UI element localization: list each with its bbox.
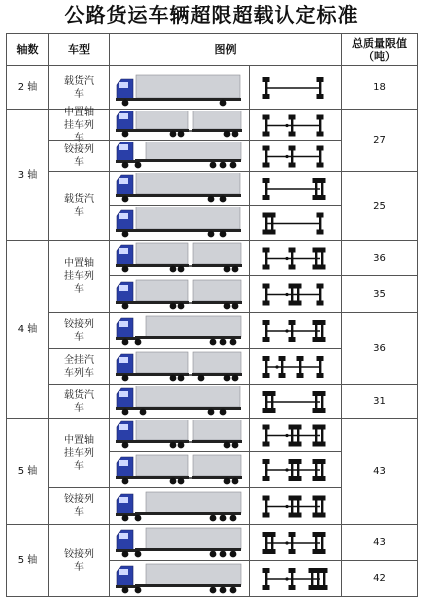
vehicle-type-cell (48, 106, 110, 144)
vehicle-image-cell (109, 524, 250, 561)
wheel-icon (219, 514, 226, 521)
wheel-icon (121, 408, 128, 415)
axle-1-1-2-diagram-icon (256, 242, 336, 275)
vehicle-type-cell (48, 171, 110, 241)
wheel-icon (169, 374, 176, 381)
weight-limit-cell (341, 524, 418, 561)
weight-limit-cell (341, 65, 418, 110)
axle-1-1-1-diagram-icon (256, 142, 336, 171)
axle-1-1-1-diagram-icon (256, 111, 336, 140)
drawbar-truck-icon (113, 453, 247, 487)
wheel-icon (223, 441, 230, 448)
cargo-box (136, 280, 188, 301)
wheel-icon (121, 338, 128, 345)
vehicle-type-cell-text: 铰接列车 (64, 494, 94, 518)
cargo-box (136, 207, 240, 229)
cargo-box (146, 142, 241, 160)
semi-truck-icon (113, 526, 247, 560)
cargo-box (146, 564, 241, 585)
weight-limit-cell-text: 25 (373, 200, 386, 212)
weight-limit-cell-text: 42 (373, 573, 386, 584)
axle-diagram-cell (249, 312, 342, 349)
wheel-icon (169, 441, 176, 448)
wheel-icon (134, 338, 141, 345)
axle-1-1-diagram-icon (256, 67, 336, 109)
rigid-4-truck-icon (113, 386, 247, 418)
axle-count-cell (6, 418, 49, 525)
wheel-icon (121, 195, 128, 202)
vehicle-image-cell (109, 65, 250, 110)
wheel-icon (219, 99, 226, 106)
vehicle-type-cell (48, 384, 110, 419)
drawbar-truck-icon (113, 111, 247, 140)
cargo-box (136, 243, 188, 264)
wheel-icon (177, 374, 184, 381)
vehicle-image-cell (109, 312, 250, 349)
wheel-icon (231, 265, 238, 272)
axle-diagram-cell (249, 451, 342, 488)
rigid-3-truck-icon (113, 207, 247, 240)
wheel-icon (207, 408, 214, 415)
header-axles (6, 33, 49, 66)
vehicle-image-cell (109, 205, 250, 241)
weight-limit-cell-text: 18 (373, 82, 386, 93)
wheel-icon (169, 130, 176, 137)
axle-diagram-cell (249, 205, 342, 241)
axle-count-cell (6, 109, 49, 241)
weight-limit-cell-text: 43 (373, 537, 386, 548)
axle-diagram-cell (249, 384, 342, 419)
semi-truck-icon (113, 142, 247, 171)
header-type (48, 33, 110, 66)
axle-count-cell-text: 5 轴 (17, 466, 38, 477)
axle-1-1-1-1-diagram-icon (256, 350, 336, 384)
axle-count-cell-text: 3 轴 (17, 169, 38, 181)
wheel-icon (231, 477, 238, 484)
header-axles-text: 轴数 (16, 43, 39, 56)
axle-count-cell-text: 5 轴 (17, 555, 38, 566)
wheel-icon (134, 161, 141, 168)
vehicle-type-cell-text: 中置轴挂车列车 (64, 106, 94, 144)
wheel-icon (223, 477, 230, 484)
vehicle-image-cell (109, 171, 250, 206)
wheel-icon (219, 195, 226, 202)
wheel-icon (229, 514, 236, 521)
wheel-icon (207, 195, 214, 202)
axle-1-2-2-diagram-icon (256, 420, 336, 451)
axle-diagram-cell (249, 487, 342, 525)
axle-diagram-cell (249, 275, 342, 313)
axle-1-2-1-diagram-icon (256, 277, 336, 312)
wheel-icon (177, 302, 184, 309)
cargo-box (193, 352, 241, 373)
wheel-icon (121, 130, 128, 137)
axle-diagram-cell (249, 109, 342, 141)
wheel-icon (223, 374, 230, 381)
vehicle-image-cell (109, 275, 250, 313)
drawbar-truck-icon (113, 242, 247, 275)
wheel-icon (207, 230, 214, 237)
vehicle-type-cell (48, 418, 110, 488)
semi-truck-icon (113, 314, 247, 348)
wheel-icon (231, 302, 238, 309)
vehicle-image-cell (109, 451, 250, 488)
axle-1-1-3-diagram-icon (256, 562, 336, 596)
wheel-icon (134, 550, 141, 557)
vehicle-image-cell (109, 348, 250, 385)
wheel-icon (121, 302, 128, 309)
header-type-text: 车型 (68, 43, 90, 56)
wheel-icon (231, 441, 238, 448)
vehicle-type-cell-text: 载货汽车 (64, 75, 94, 100)
vehicle-type-cell (48, 348, 110, 385)
wheel-icon (169, 265, 176, 272)
vehicle-type-cell (48, 65, 110, 110)
wheel-icon (229, 161, 236, 168)
axle-2-1-2-diagram-icon (256, 526, 336, 560)
header-limit (341, 33, 418, 66)
wheel-icon (121, 441, 128, 448)
drawbar-truck-icon (113, 420, 247, 451)
wheel-icon (219, 161, 226, 168)
page-title: 公路货运车辆超限超载认定标准 (64, 3, 359, 27)
axle-diagram-cell (249, 65, 342, 110)
weight-limit-cell-text: 36 (373, 343, 386, 354)
wheel-icon (139, 408, 146, 415)
axle-2-1-diagram-icon (256, 207, 336, 240)
axle-diagram-cell (249, 171, 342, 206)
wheel-icon (177, 477, 184, 484)
vehicle-type-cell-text: 全挂汽车列车 (64, 354, 94, 379)
cargo-box (193, 243, 241, 264)
wheel-icon (229, 586, 236, 593)
weight-limit-cell-text: 27 (373, 135, 386, 146)
vehicle-image-cell (109, 487, 250, 525)
wheel-icon (197, 374, 204, 381)
weight-limit-cell-text: 36 (373, 252, 386, 264)
weight-limit-cell (341, 418, 418, 525)
vehicle-image-cell (109, 560, 250, 597)
drawbar-truck-icon (113, 277, 247, 312)
cargo-box (193, 455, 241, 476)
wheel-icon (177, 441, 184, 448)
wheel-icon (121, 586, 128, 593)
vehicle-image-cell (109, 384, 250, 419)
vehicle-type-cell-text: 铰接列车 (64, 318, 94, 343)
axle-diagram-cell (249, 348, 342, 385)
vehicle-type-cell-text: 载货汽车 (64, 194, 94, 218)
vehicle-image-cell (109, 109, 250, 141)
vehicle-type-cell (48, 240, 110, 313)
vehicle-type-cell-text: 载货汽车 (64, 389, 94, 414)
wheel-icon (219, 408, 226, 415)
rigid-2-truck-icon (113, 67, 247, 109)
axle-diagram-cell (249, 140, 342, 172)
full-trailer-truck-icon (113, 350, 247, 384)
wheel-icon (219, 586, 226, 593)
weight-limit-cell (341, 240, 418, 276)
weight-limit-cell (341, 312, 418, 385)
wheel-icon (231, 130, 238, 137)
vehicle-image-cell (109, 140, 250, 172)
vehicle-type-cell-text: 中置轴挂车列车 (64, 258, 94, 295)
wheel-icon (121, 99, 128, 106)
cargo-box (136, 386, 240, 407)
cargo-box (146, 528, 241, 549)
axle-1-1-2-diagram-icon (256, 314, 336, 348)
wheel-icon (209, 514, 216, 521)
wheel-icon (223, 265, 230, 272)
weight-limit-cell (341, 109, 418, 172)
vehicle-image-cell (109, 240, 250, 276)
axle-count-cell (6, 240, 49, 419)
cargo-box (136, 173, 240, 194)
wheel-icon (121, 477, 128, 484)
wheel-icon (121, 161, 128, 168)
cargo-box (193, 111, 241, 129)
wheel-icon (121, 374, 128, 381)
wheel-icon (229, 550, 236, 557)
wheel-icon (229, 338, 236, 345)
cargo-box (146, 316, 241, 337)
weight-limit-cell-text: 31 (373, 396, 386, 407)
cargo-box (136, 75, 240, 98)
rigid-3-truck-icon (113, 173, 247, 205)
wheel-icon (209, 338, 216, 345)
wheel-icon (121, 550, 128, 557)
axle-1-2-2b-diagram-icon (256, 453, 336, 487)
cargo-box (146, 492, 241, 513)
wheel-icon (169, 477, 176, 484)
wheel-icon (121, 265, 128, 272)
vehicle-type-cell-text: 中置轴挂车列车 (64, 434, 94, 472)
cargo-box (136, 111, 188, 129)
wheel-icon (134, 586, 141, 593)
wheel-icon (219, 550, 226, 557)
vehicle-type-cell (48, 140, 110, 172)
vehicle-type-cell (48, 524, 110, 597)
weight-limit-cell (341, 275, 418, 313)
cargo-box (136, 420, 188, 440)
wheel-icon (223, 302, 230, 309)
vehicle-type-cell (48, 312, 110, 349)
cargo-box (136, 352, 188, 373)
cargo-box (193, 280, 241, 301)
weight-limit-cell (341, 384, 418, 419)
header-diagram (109, 33, 342, 66)
header-diagram-text: 图例 (214, 43, 237, 56)
weight-limit-cell-text: 43 (373, 466, 386, 477)
wheel-icon (177, 265, 184, 272)
weight-limit-cell (341, 171, 418, 241)
wheel-icon (177, 130, 184, 137)
wheel-icon (121, 514, 128, 521)
semi-truck-icon (113, 562, 247, 596)
vehicle-image-cell (109, 418, 250, 452)
vehicle-type-cell (48, 487, 110, 525)
wheel-icon (169, 302, 176, 309)
axle-count-cell-text: 4 轴 (17, 324, 38, 335)
vehicle-type-cell-text: 铰接列车 (64, 144, 94, 168)
semi-truck-icon (113, 489, 247, 524)
cargo-box (193, 420, 241, 440)
weight-limit-cell (341, 560, 418, 597)
axle-1-2-diagram-icon (256, 173, 336, 205)
axle-diagram-cell (249, 560, 342, 597)
vehicle-type-cell-text: 铰接列车 (64, 548, 94, 573)
axle-count-cell (6, 524, 49, 597)
wheel-icon (209, 161, 216, 168)
wheel-icon (209, 586, 216, 593)
wheel-icon (223, 130, 230, 137)
wheel-icon (134, 514, 141, 521)
wheel-icon (209, 550, 216, 557)
wheel-icon (219, 338, 226, 345)
axle-diagram-cell (249, 240, 342, 276)
axle-diagram-cell (249, 418, 342, 452)
axle-count-cell-text: 2 轴 (17, 82, 38, 93)
weight-limit-cell-text: 35 (373, 288, 386, 300)
axle-count-cell (6, 65, 49, 110)
axle-diagram-cell (249, 524, 342, 561)
header-limit-text: 总质量限值（吨） (352, 36, 407, 63)
axle-1-2-2-diagram-icon (256, 489, 336, 524)
axle-2-2-diagram-icon (256, 386, 336, 418)
wheel-icon (231, 374, 238, 381)
wheel-icon (219, 230, 226, 237)
cargo-box (136, 455, 188, 476)
wheel-icon (121, 230, 128, 237)
